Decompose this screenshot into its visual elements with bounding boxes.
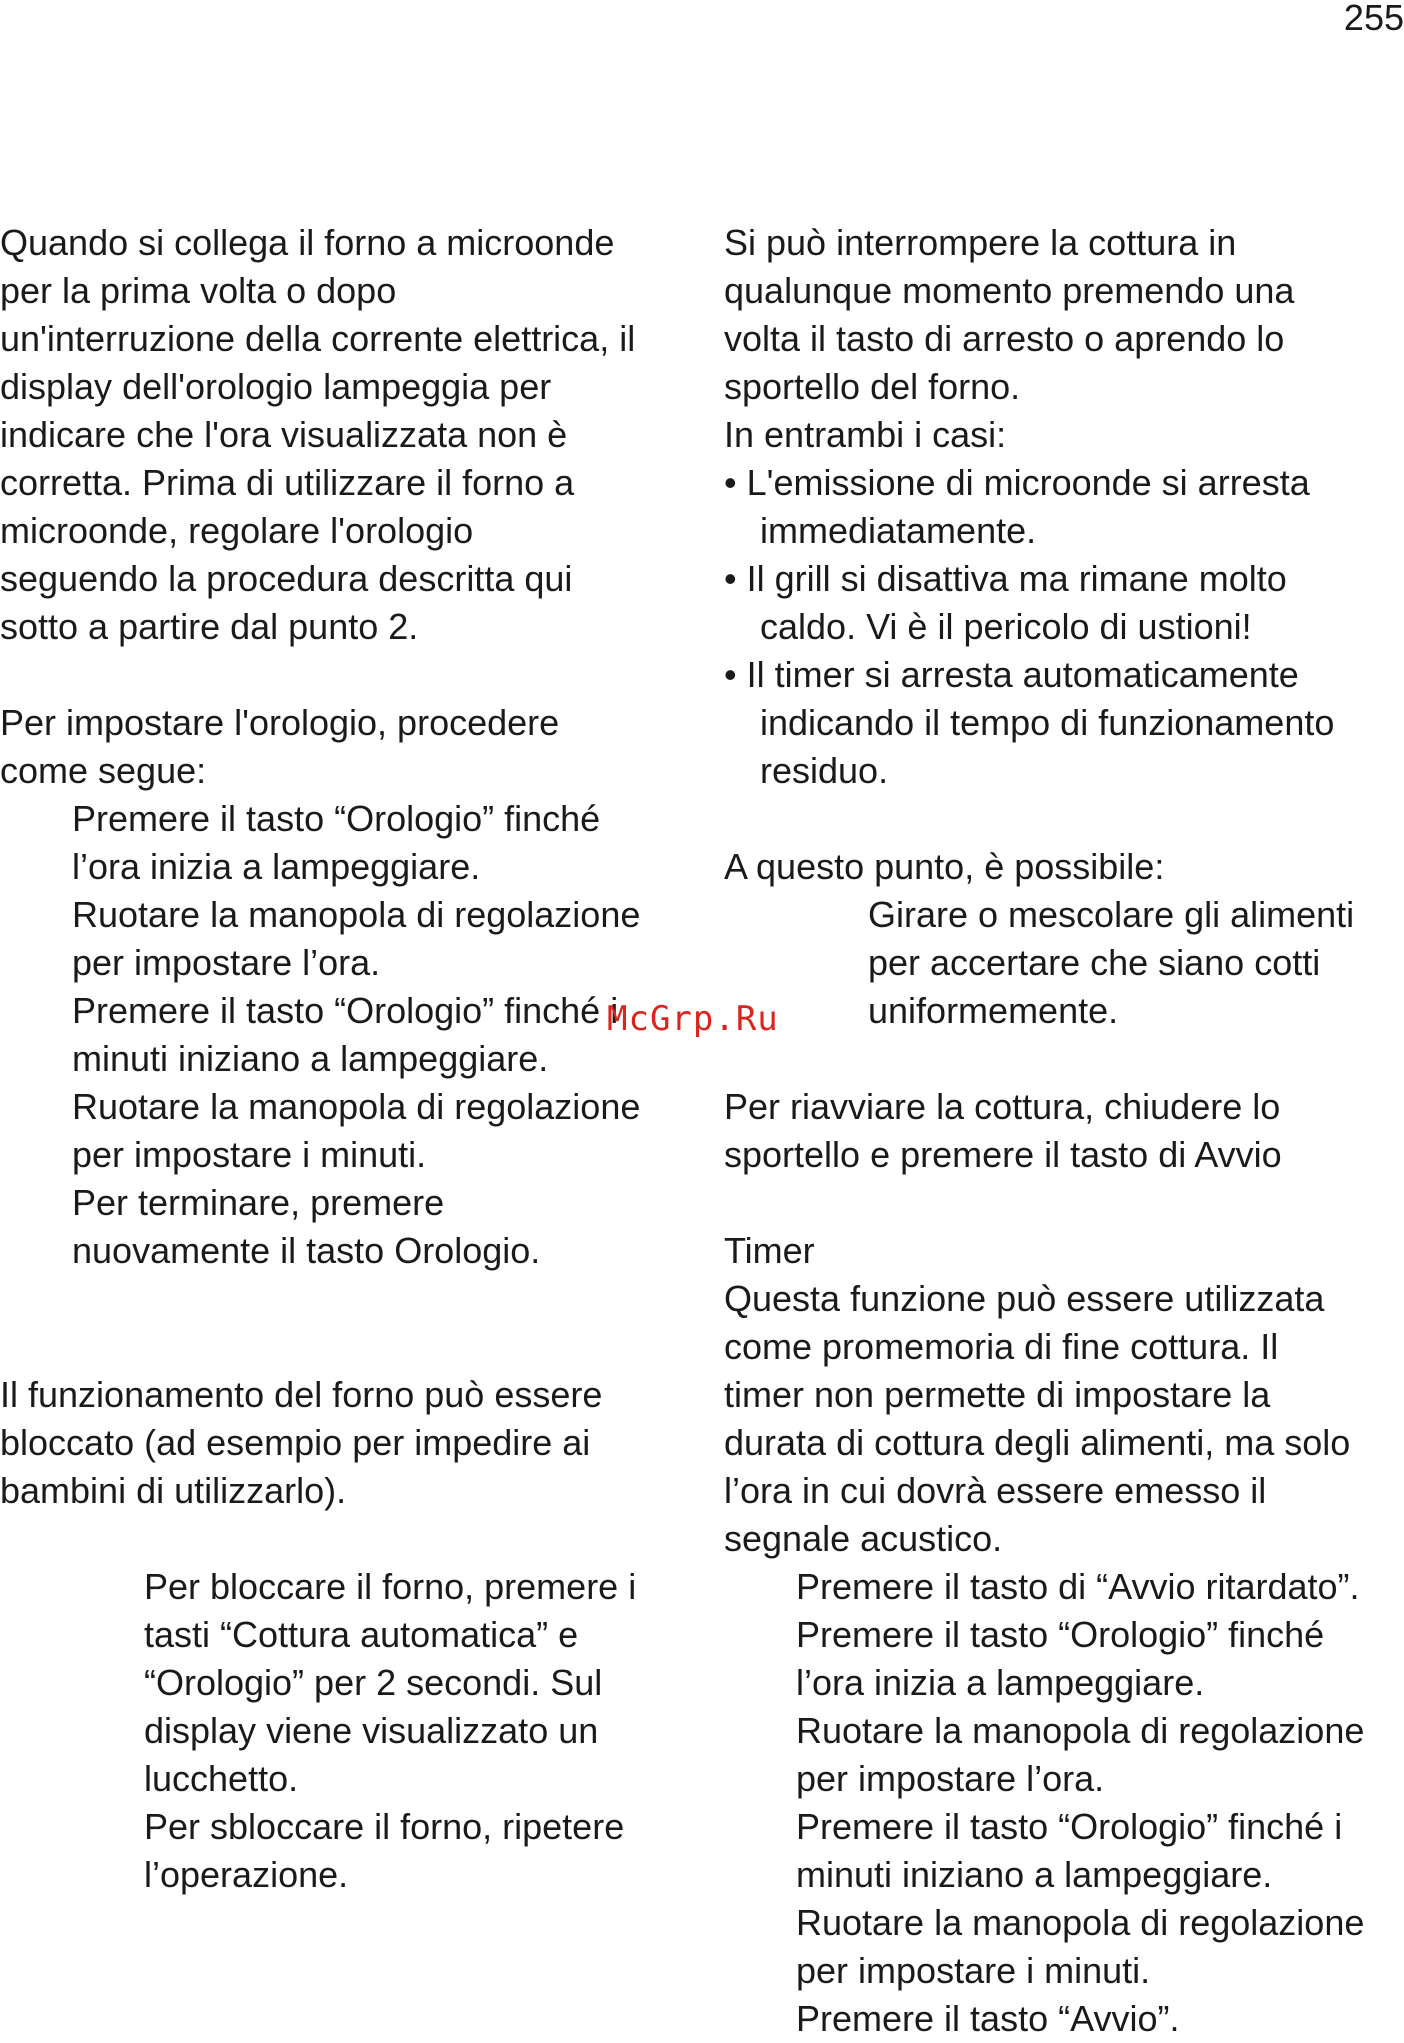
text-line: l’ora in cui dovrà essere emesso il <box>724 1470 1267 1511</box>
left-column <box>0 219 690 1899</box>
step-line: Premere il tasto “Avvio”. <box>796 1998 1180 2039</box>
step-line: Premere il tasto “Orologio” finché <box>796 1614 1325 1655</box>
step-line: nuovamente il tasto Orologio. <box>72 1230 541 1271</box>
text-line: durata di cottura degli alimenti, ma solo <box>724 1422 1351 1463</box>
bullet-list <box>724 459 1404 795</box>
text-line: timer non permette di impostare la <box>724 1374 1271 1415</box>
clock-setup-paragraph <box>0 699 690 795</box>
step-line: display viene visualizzato un <box>144 1710 599 1751</box>
step-line: tasti “Cottura automatica” e <box>144 1614 579 1655</box>
text-line: Per impostare l'orologio, procedere <box>0 702 560 743</box>
step-line: lucchetto. <box>144 1758 299 1799</box>
restart-paragraph <box>724 1083 1404 1179</box>
text-line: indicare che l'ora visualizzata non è <box>0 414 568 455</box>
text-line: segnale acustico. <box>724 1518 1003 1559</box>
page-number: 255 <box>1343 0 1404 38</box>
text-line: un'interruzione della corrente elettrica, il <box>0 318 636 359</box>
step-line: “Orologio” per 2 secondi. Sul <box>144 1662 603 1703</box>
step-line: Per bloccare il forno, premere i <box>144 1566 637 1607</box>
step-line: Ruotare la manopola di regolazione <box>796 1902 1365 1943</box>
text-line: microonde, regolare l'orologio <box>0 510 474 551</box>
bullet-item: • L'emissione di microonde si arresta <box>724 462 1310 503</box>
step-line: minuti iniziano a lampeggiare. <box>796 1854 1273 1895</box>
step-line: Premere il tasto di “Avvio ritardato”. <box>796 1566 1360 1607</box>
interrupt-paragraph <box>724 219 1404 459</box>
text-line: sotto a partire dal punto 2. <box>0 606 419 647</box>
step-line: l’operazione. <box>144 1854 349 1895</box>
step-line: Premere il tasto “Orologio” finché i <box>796 1806 1343 1847</box>
step-line: l’ora inizia a lampeggiare. <box>72 846 481 887</box>
step-line: per impostare i minuti. <box>72 1134 427 1175</box>
step-line: minuti iniziano a lampeggiare. <box>72 1038 549 1079</box>
bullet-item: • Il grill si disattiva ma rimane molto <box>724 558 1287 599</box>
step-line: per impostare l’ora. <box>796 1758 1105 1799</box>
watermark: McGrp.Ru <box>607 999 779 1039</box>
text-line: display dell'orologio lampeggia per <box>0 366 552 407</box>
step-line: Premere il tasto “Orologio” finché <box>72 798 601 839</box>
bullet-continuation: immediatamente. <box>760 510 1037 551</box>
step-line: l’ora inizia a lampeggiare. <box>796 1662 1205 1703</box>
text-line: seguendo la procedura descritta qui <box>0 558 573 599</box>
text-line: volta il tasto di arresto o aprendo lo <box>724 318 1285 359</box>
intro-paragraph <box>0 219 690 651</box>
step-line: per impostare i minuti. <box>796 1950 1151 1991</box>
text-line: per la prima volta o dopo <box>0 270 397 311</box>
step-line: Ruotare la manopola di regolazione <box>72 1086 641 1127</box>
text-line: bambini di utilizzarlo). <box>0 1470 347 1511</box>
lock-paragraph <box>0 1371 690 1515</box>
text-line: Il funzionamento del forno può essere <box>0 1374 603 1415</box>
timer-steps <box>724 1563 1404 2043</box>
text-line: bloccato (ad esempio per impedire ai <box>0 1422 591 1463</box>
bullet-continuation: residuo. <box>760 750 889 791</box>
text-line: Questa funzione può essere utilizzata <box>724 1278 1325 1319</box>
text-line: A questo punto, è possibile: <box>724 846 1165 887</box>
text-line: come segue: <box>0 750 207 791</box>
text-line: Quando si collega il forno a microonde <box>0 222 615 263</box>
clock-steps <box>0 795 690 1275</box>
text-line: sportello del forno. <box>724 366 1021 407</box>
text-line: Per riavviare la cottura, chiudere lo <box>724 1086 1281 1127</box>
right-column <box>724 219 1404 2043</box>
step-line: Premere il tasto “Orologio” finché i <box>72 990 619 1031</box>
step-line: per accertare che siano cotti <box>868 942 1321 983</box>
step-line: Per sbloccare il forno, ripetere <box>144 1806 625 1847</box>
text-line: come promemoria di fine cottura. Il <box>724 1326 1279 1367</box>
step-line: uniformemente. <box>868 990 1119 1031</box>
step-line: Girare o mescolare gli alimenti <box>868 894 1355 935</box>
bullet-continuation: caldo. Vi è il pericolo di ustioni! <box>760 606 1252 647</box>
step-line: Ruotare la manopola di regolazione <box>72 894 641 935</box>
possible-actions <box>724 843 1404 1035</box>
text-line: sportello e premere il tasto di Avvio <box>724 1134 1282 1175</box>
text-line: Si può interrompere la cottura in <box>724 222 1237 263</box>
bullet-continuation: indicando il tempo di funzionamento <box>760 702 1335 743</box>
bullet-item: • Il timer si arresta automaticamente <box>724 654 1299 695</box>
text-line: In entrambi i casi: <box>724 414 1007 455</box>
text-line: qualunque momento premendo una <box>724 270 1295 311</box>
timer-paragraph <box>724 1275 1404 1563</box>
lock-steps <box>0 1563 690 1899</box>
timer-heading: Timer <box>724 1230 815 1271</box>
text-line: corretta. Prima di utilizzare il forno a <box>0 462 575 503</box>
step-line: Per terminare, premere <box>72 1182 445 1223</box>
step-line: per impostare l’ora. <box>72 942 381 983</box>
step-line: Ruotare la manopola di regolazione <box>796 1710 1365 1751</box>
